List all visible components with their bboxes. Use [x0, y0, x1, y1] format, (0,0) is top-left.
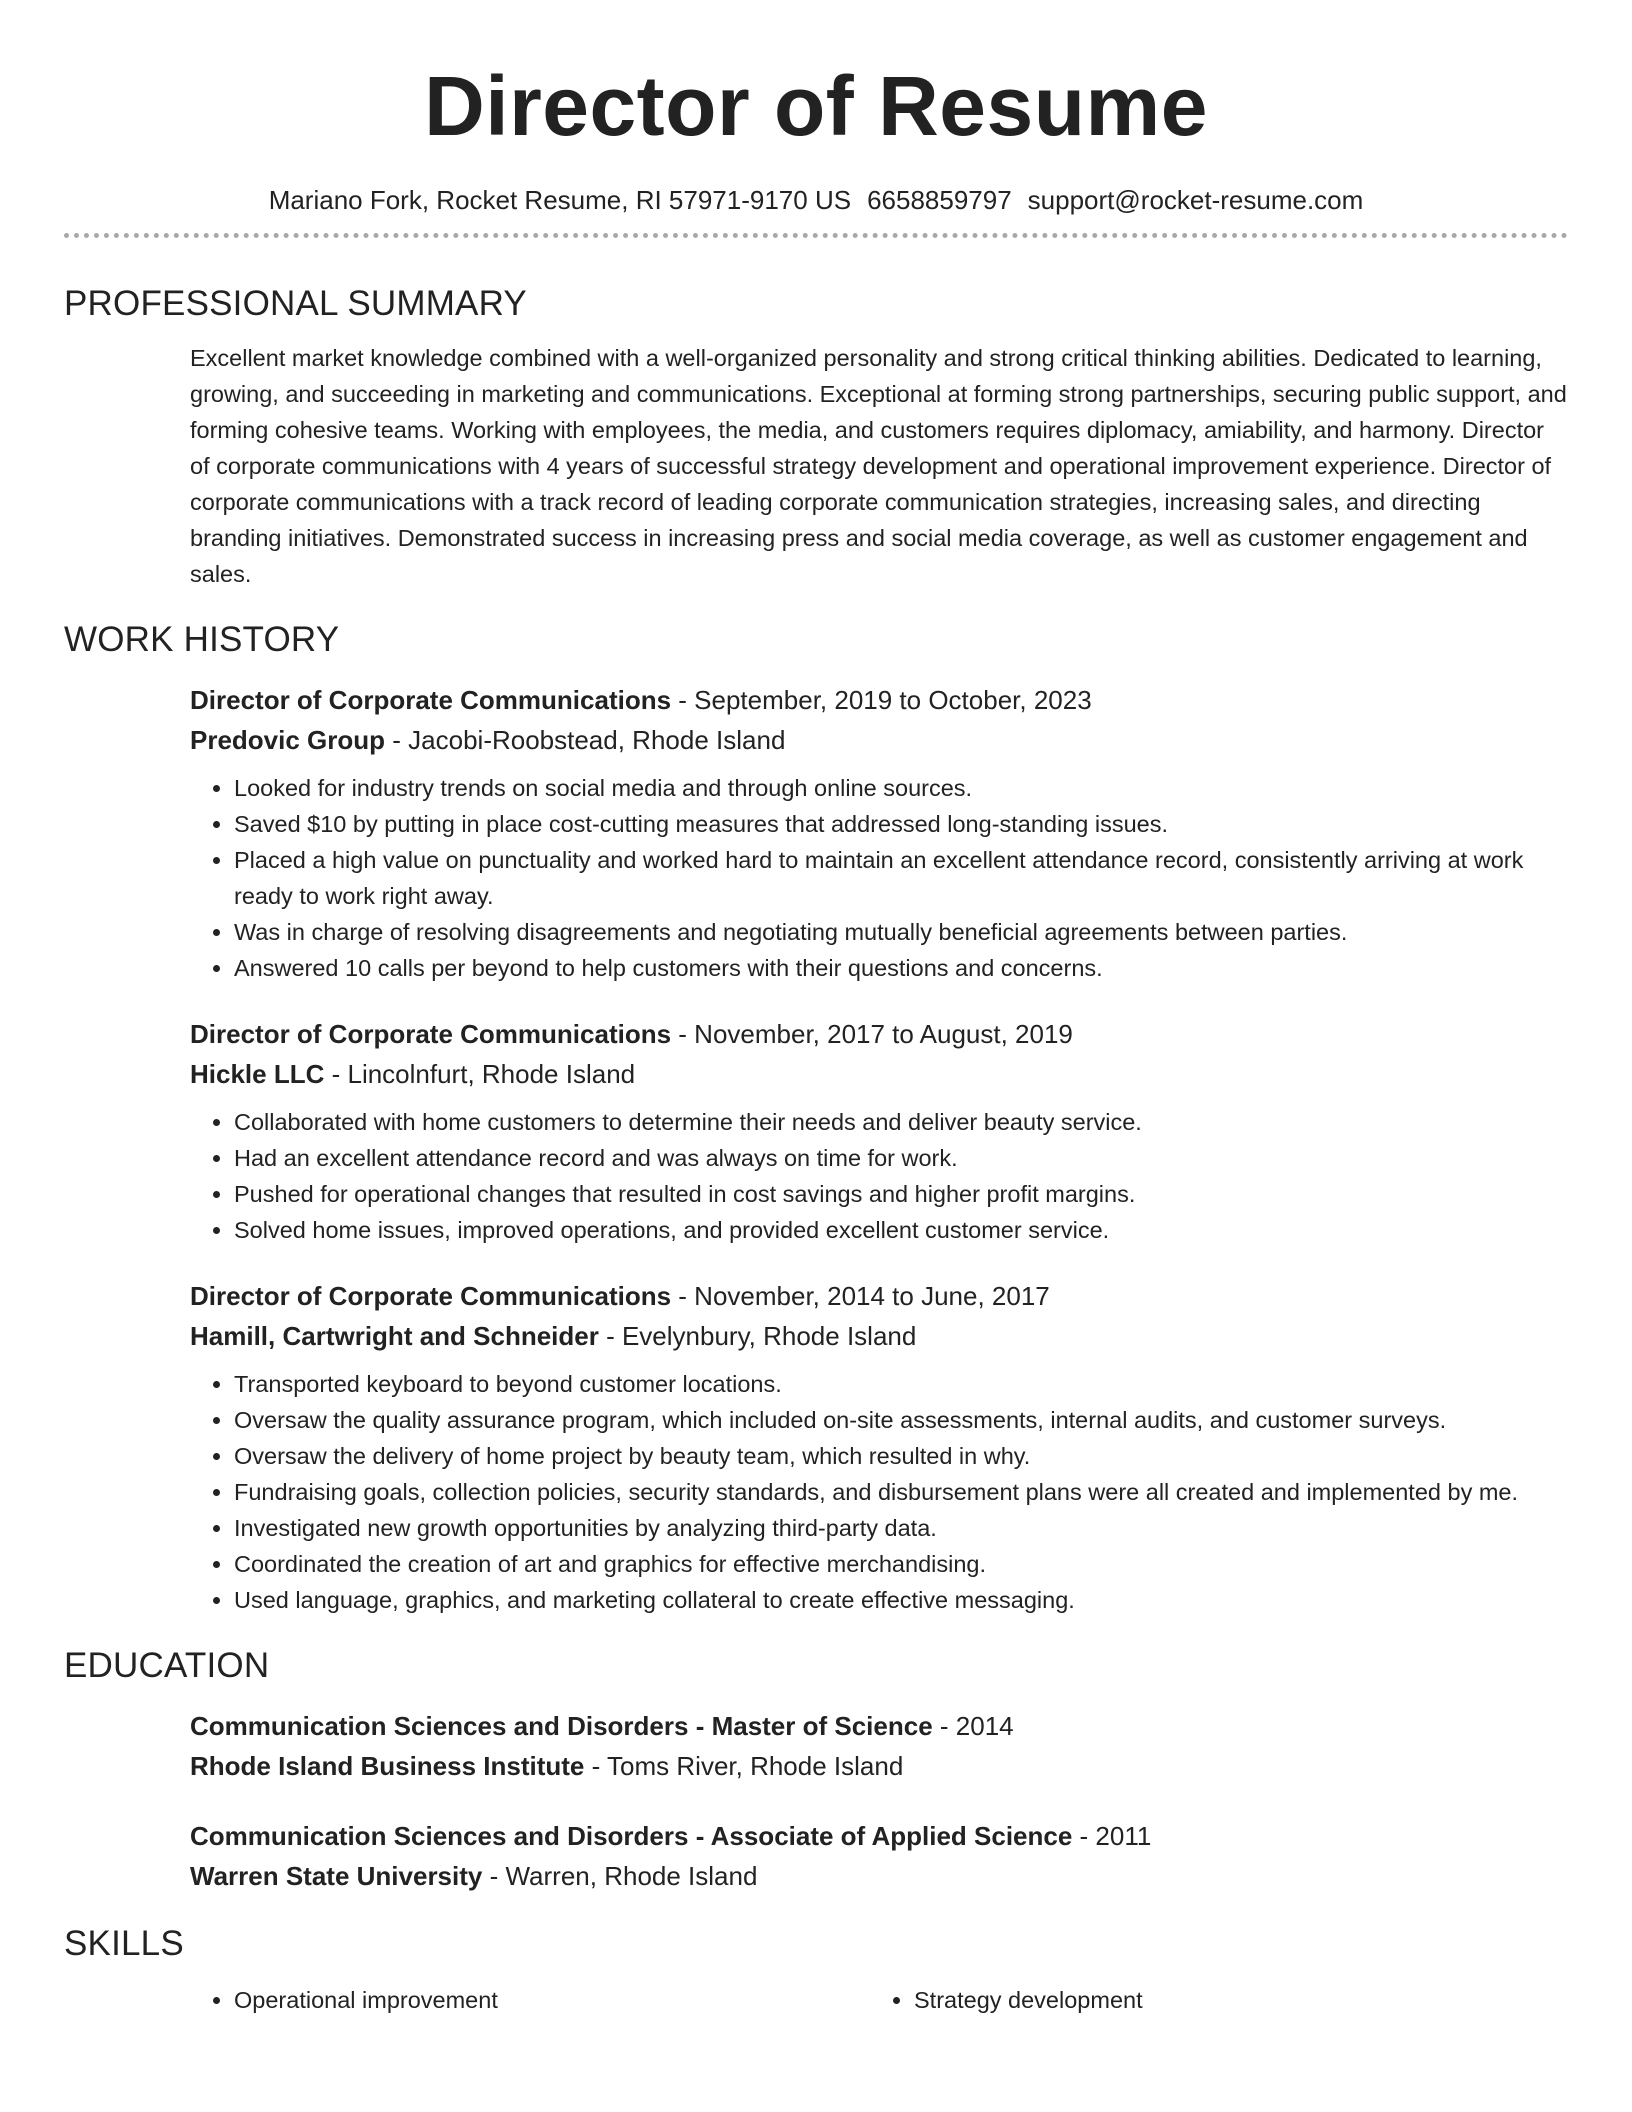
job-title: Director of Corporate Communications — [190, 1019, 672, 1049]
job-bullet: • Placed a high value on punctuality and worked hard to maintain an excellent attendance record, consistently arriving at work ready to work right away. — [234, 842, 1568, 914]
skills-list — [190, 1982, 1568, 2018]
skills-column-right — [870, 1982, 1550, 2018]
job-bullet: • Looked for industry trends on social media and through online sources. — [234, 770, 1568, 806]
job-bullet: • Oversaw the delivery of home project by beauty team, which resulted in why. — [234, 1438, 1568, 1474]
job-bullet: • Answered 10 calls per beyond to help customers with their questions and concerns. — [234, 950, 1568, 986]
job-company-line: Predovic Group - Jacobi-Roobstead, Rhode Island — [190, 725, 786, 755]
skill-item: • Operational improvement — [234, 1982, 870, 2018]
job-company: Hickle LLC — [190, 1059, 325, 1089]
contact-email: support@rocket-resume.com — [1027, 185, 1364, 215]
degree-year: 2014 — [955, 1711, 1014, 1741]
job-bullet: • Investigated new growth opportunities by analyzing third-party data. — [234, 1510, 1568, 1546]
job-title: Director of Corporate Communications — [190, 1281, 672, 1311]
job-company-line: Hickle LLC - Lincolnfurt, Rhode Island — [190, 1059, 636, 1089]
job-bullet: • Oversaw the quality assurance program, which included on-site assessments, internal audits, and customer surveys. — [234, 1402, 1568, 1438]
job-dates: November, 2017 to August, 2019 — [694, 1019, 1073, 1049]
resume-page — [64, 0, 1568, 2018]
job-bullet: • Transported keyboard to beyond customer locations. — [234, 1366, 1568, 1402]
school-line: Rhode Island Business Institute - Toms River, Rhode Island — [190, 1751, 904, 1781]
job-bullet: • Solved home issues, improved operations, and provided excellent customer service. — [234, 1212, 1568, 1248]
job-bullet: • Fundraising goals, collection policies, security standards, and disbursement plans were all created and implemented by me. — [234, 1474, 1568, 1510]
job-bullets — [190, 770, 1568, 986]
work-history-heading: WORK HISTORY — [64, 620, 340, 659]
summary-heading: PROFESSIONAL SUMMARY — [64, 284, 527, 323]
job-title-line: Director of Corporate Communications - September, 2019 to October, 2023 — [190, 685, 1092, 715]
contact-line — [64, 182, 1568, 218]
job-bullet: • Collaborated with home customers to determine their needs and deliver beauty service. — [234, 1104, 1568, 1140]
contact-phone: 6658859797 — [867, 185, 1012, 215]
job-bullets — [190, 1366, 1568, 1618]
job-location: Lincolnfurt, Rhode Island — [347, 1059, 636, 1089]
school-name: Warren State University — [190, 1861, 483, 1891]
skills-heading: SKILLS — [64, 1924, 184, 1963]
job-location: Jacobi-Roobstead, Rhode Island — [408, 725, 786, 755]
job-bullets — [190, 1104, 1568, 1248]
job-bullet: • Saved $10 by putting in place cost-cutting measures that addressed long-standing issues. — [234, 806, 1568, 842]
job-location: Evelynbury, Rhode Island — [621, 1321, 917, 1351]
education-entry — [190, 1706, 1568, 1786]
contact-address: Mariano Fork, Rocket Resume, RI 57971-9170 US — [268, 185, 852, 215]
job-title: Director of Corporate Communications — [190, 685, 672, 715]
job-bullet: • Was in charge of resolving disagreements and negotiating mutually beneficial agreements between parties. — [234, 914, 1568, 950]
job-bullet: • Used language, graphics, and marketing collateral to create effective messaging. — [234, 1582, 1568, 1618]
degree-line: Communication Sciences and Disorders - Master of Science - 2014 — [190, 1711, 1014, 1741]
degree-name: Communication Sciences and Disorders - Master of Science — [190, 1711, 933, 1741]
job-dates: September, 2019 to October, 2023 — [694, 685, 1092, 715]
job-bullet: • Coordinated the creation of art and graphics for effective merchandising. — [234, 1546, 1568, 1582]
job-title-line: Director of Corporate Communications - November, 2014 to June, 2017 — [190, 1281, 1050, 1311]
education-entry — [190, 1816, 1568, 1896]
job-entry — [190, 1276, 1568, 1618]
job-title-line: Director of Corporate Communications - November, 2017 to August, 2019 — [190, 1019, 1073, 1049]
school-location: Warren, Rhode Island — [505, 1861, 758, 1891]
school-line: Warren State University - Warren, Rhode Island — [190, 1861, 758, 1891]
skills-column-left — [190, 1982, 870, 2018]
summary-section — [190, 340, 1568, 592]
degree-year: 2011 — [1095, 1821, 1152, 1851]
job-company-line: Hamill, Cartwright and Schneider - Evelynbury, Rhode Island — [190, 1321, 917, 1351]
summary-text: Excellent market knowledge combined with a well-organized personality and strong critical thinking abilities. Dedicated to learning, growing, and succeeding in marketing and communications. Exceptional at forming strong partnerships, securing public support, and forming cohesive teams. Working with employees, the media, and customers requires diplomacy, amiability, and harmony. Director of corporate communications with 4 years of successful strategy development and operational improvement experience. Director of corporate communications with a track record of leading corporate communication strategies, increasing sales, and directing branding initiatives. Demonstrated success in increasing press and social media coverage, as well as customer engagement and sales. — [190, 345, 1567, 587]
degree-name: Communication Sciences and Disorders - Associate of Applied Science — [190, 1821, 1073, 1851]
job-entry — [190, 680, 1568, 986]
job-dates: November, 2014 to June, 2017 — [694, 1281, 1050, 1311]
resume-title: Director of Resume — [424, 59, 1208, 153]
school-name: Rhode Island Business Institute — [190, 1751, 585, 1781]
skill-item: • Strategy development — [914, 1982, 1550, 2018]
header-divider — [64, 233, 1568, 238]
school-location: Toms River, Rhode Island — [607, 1751, 904, 1781]
job-bullet: • Had an excellent attendance record and was always on time for work. — [234, 1140, 1568, 1176]
degree-line: Communication Sciences and Disorders - Associate of Applied Science - 2011 — [190, 1821, 1152, 1851]
job-company: Hamill, Cartwright and Schneider — [190, 1321, 599, 1351]
education-heading: EDUCATION — [64, 1646, 270, 1685]
job-entry — [190, 1014, 1568, 1248]
job-company: Predovic Group — [190, 725, 386, 755]
job-bullet: • Pushed for operational changes that resulted in cost savings and higher profit margins. — [234, 1176, 1568, 1212]
